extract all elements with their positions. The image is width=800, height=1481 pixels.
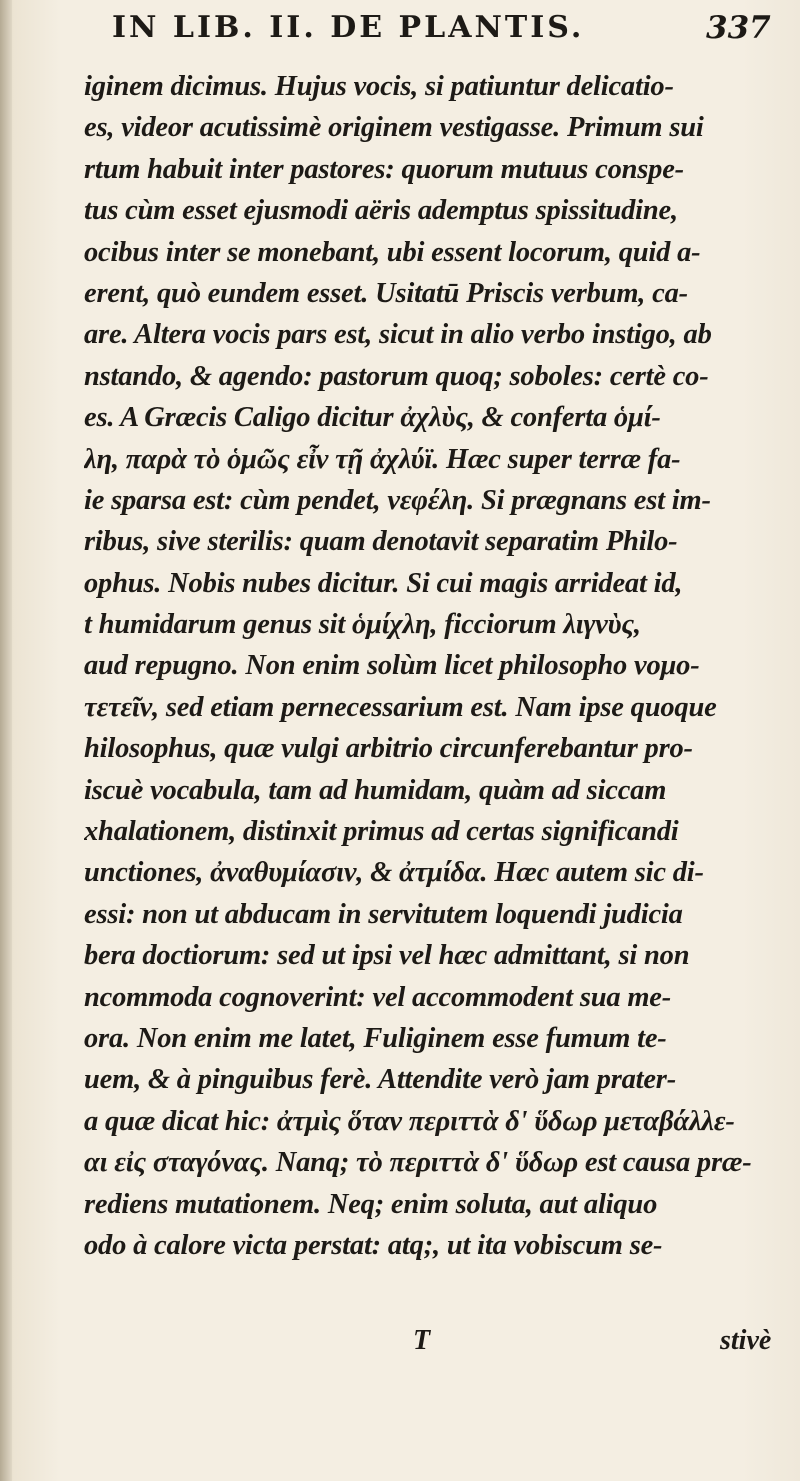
- text-line: unctiones, ἀναθυμίασιν, & ἀτμίδα. Hæc autem sic di-: [84, 857, 704, 889]
- text-line: t humidarum genus sit ὁμίχλη, ficciorum λιγνὺς,: [84, 609, 641, 641]
- running-title: IN LIB. II. DE PLANTIS.: [112, 10, 585, 45]
- text-line: bera doctiorum: sed ut ipsi vel hæc admittant, si non: [84, 940, 690, 972]
- text-line: rediens mutationem. Neq; enim soluta, aut aliquo: [84, 1188, 658, 1220]
- text-line: nstando, & agendo: pastorum quoq; soboles: certè co-: [84, 360, 709, 392]
- text-line: ncommoda cognoverint: vel accommodent sua me-: [84, 981, 672, 1013]
- page-footer: [0, 1325, 800, 1375]
- text-line: τετεῖν, sed etiam pernecessarium est. Nam ipse quoque: [84, 691, 717, 723]
- text-line: hilosophus, quæ vulgi arbitrio circunferebantur pro-: [84, 733, 693, 765]
- text-line: aud repugno. Non enim solùm licet philosopho νομο-: [84, 650, 700, 682]
- text-line: uem, & à pinguibus ferè. Attendite verò jam prater-: [84, 1064, 676, 1096]
- text-line: iginem dicimus. Hujus vocis, si patiuntur delicatio-: [84, 71, 674, 102]
- text-line: iscuè vocabula, tam ad humidam, quàm ad siccam: [84, 774, 667, 806]
- signature-mark: T: [413, 1325, 431, 1356]
- text-line: are. Altera vocis pars est, sicut in alio verbo instigo, ab: [84, 319, 712, 351]
- text-line: tus cùm esset ejusmodi aëris ademptus spissitudine,: [84, 195, 678, 227]
- text-line: es, videor acutissimè originem vestigasse. Primum sui: [84, 112, 704, 144]
- text-line: es. A Græcis Caligo dicitur ἀχλὺς, & conferta ὁμί-: [84, 402, 661, 434]
- running-head: [0, 0, 800, 62]
- text-line: ophus. Nobis nubes dicitur. Si cui magis arrideat id,: [84, 567, 683, 599]
- text-line: ribus, sive sterilis: quam denotavit separatim Philo-: [84, 526, 678, 558]
- catchword: stivè: [720, 1325, 772, 1356]
- text-block: [84, 66, 800, 1266]
- text-line: odo à calore victa perstat: atq;, ut ita vobiscum se-: [84, 1229, 663, 1261]
- text-line: xhalationem, distinxit primus ad certas significandi: [84, 816, 679, 848]
- text-line: ocibus inter se monebant, ubi essent locorum, quid a-: [84, 236, 701, 268]
- text-line: a quæ dicat hic: ἀτμὶς ὅταν περιττὰ δ' ὕδωρ μεταβάλλε-: [84, 1105, 735, 1137]
- binding-gutter: [0, 0, 12, 1481]
- text-line: essi: non ut abducam in servitutem loquendi judicia: [84, 898, 683, 930]
- page-number: 337: [706, 10, 771, 46]
- text-line: ora. Non enim me latet, Fuliginem esse fumum te-: [84, 1022, 667, 1054]
- text-line: ie sparsa est: cùm pendet, νεφέλη. Si prægnans est im-: [84, 484, 711, 516]
- text-line: λη, παρὰ τὸ ὁμῶς εἶν τῇ ἀχλύϊ. Hæc super terræ fa-: [84, 443, 681, 475]
- text-line: αι εἰς σταγόνας. Nanq; τὸ περιττὰ δ' ὕδωρ est causa præ-: [84, 1147, 752, 1179]
- text-line: erent, quò eundem esset. Usitatū Priscis verbum, ca-: [84, 277, 688, 309]
- text-line: rtum habuit inter pastores: quorum mutuus conspe-: [84, 153, 684, 185]
